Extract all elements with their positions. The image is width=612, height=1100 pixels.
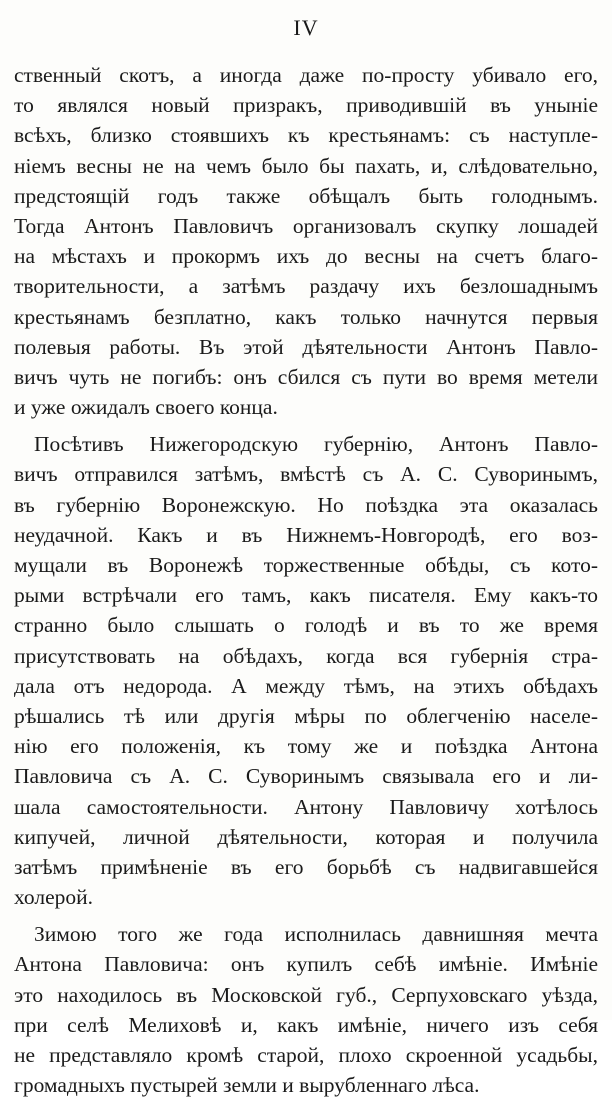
text-line: полевыя работы. Въ этой дѣятельности Антонъ Павло- — [14, 334, 598, 359]
text-line: громадныхъ пустырей земли и вырубленнаго лѣса. — [14, 1073, 480, 1098]
text-line: кипучей, личной дѣятельности, которая и получила — [14, 824, 598, 849]
text-line: дала отъ недорода. А между тѣмъ, на этихъ обѣдахъ — [14, 673, 598, 698]
text-line: рыми встрѣчали его тамъ, какъ писателя. Ему какъ-то — [14, 583, 598, 608]
text-line: вичъ отправился затѣмъ, вмѣстѣ съ А. С. Суворинымъ, — [14, 462, 598, 487]
text-line: нію его положенія, къ тому же и поѣздка Антона — [14, 734, 598, 759]
text-line: Зимою того же года исполнилась давнишняя мечта — [34, 922, 598, 947]
paragraph — [14, 919, 598, 1100]
text-line: шала самостоятельности. Антону Павловичу хотѣлось — [14, 794, 598, 819]
text-line: въ губернію Воронежскую. Но поѣздка эта оказалась — [14, 492, 598, 517]
text-line: присутствовать на обѣдахъ, когда вся губернія стра- — [14, 643, 598, 668]
body-text — [14, 60, 598, 1100]
page-number: IV — [293, 15, 319, 40]
text-line: Посѣтивъ Нижегородскую губернію, Антонъ Павло- — [34, 432, 598, 457]
paragraph — [14, 429, 598, 912]
text-line: холерой. — [14, 885, 94, 910]
text-line: неудачной. Какъ и въ Нижнемъ-Новгородѣ, его воз- — [14, 522, 598, 547]
paragraph — [14, 60, 598, 422]
paragraph-gap — [14, 422, 598, 429]
text-line: странно было слышать о голодѣ и въ то же время — [14, 613, 598, 638]
text-line: крестьянамъ безплатно, какъ только начнутся первыя — [14, 304, 598, 329]
text-line: это находилось въ Московской губ., Серпуховскаго уѣзда, — [14, 982, 598, 1007]
text-line: на мѣстахъ и прокормъ ихъ до весны на счетъ благо- — [14, 244, 598, 269]
text-line: и уже ожидалъ своего конца. — [14, 395, 278, 420]
paragraph-gap — [14, 912, 598, 919]
text-line: Павловича съ А. С. Суворинымъ связывала его и ли- — [14, 764, 598, 789]
text-line: Тогда Антонъ Павловичъ организовалъ скупку лошадей — [14, 213, 598, 238]
text-line: мущали въ Воронежѣ торжественные обѣды, съ кото- — [14, 553, 598, 577]
text-line: не представляло кромѣ старой, плохо скроенной усадьбы, — [14, 1043, 598, 1067]
text-line: всѣхъ, близко стоявшихъ къ крестьянамъ: съ наступле- — [14, 123, 598, 148]
text-line: Антона Павловича: онъ купилъ себѣ имѣніе. Имѣніе — [14, 952, 598, 977]
text-line: вичъ чуть не погибъ: онъ сбился съ пути во время метели — [14, 364, 598, 389]
text-line: творительности, а затѣмъ раздачу ихъ безлошаднымъ — [14, 274, 598, 299]
text-line: рѣшались тѣ или другія мѣры по облегченію населе- — [14, 703, 598, 728]
text-line: то являлся новый призракъ, приводившій въ уныніе — [14, 93, 598, 118]
text-line: затѣмъ примѣненіе въ его борьбѣ съ надвигавшейся — [14, 854, 598, 879]
text-line: ственный скотъ, а иногда даже по-просту убивало его, — [14, 63, 598, 87]
text-line: ніемъ весны не на чемъ было бы пахать, и, слѣдовательно, — [14, 153, 598, 178]
text-line: предстоящій годъ также обѣщалъ быть голоднымъ. — [14, 183, 598, 208]
text-line: при селѣ Мелиховѣ и, какъ имѣніе, ничего изъ себя — [14, 1012, 598, 1037]
